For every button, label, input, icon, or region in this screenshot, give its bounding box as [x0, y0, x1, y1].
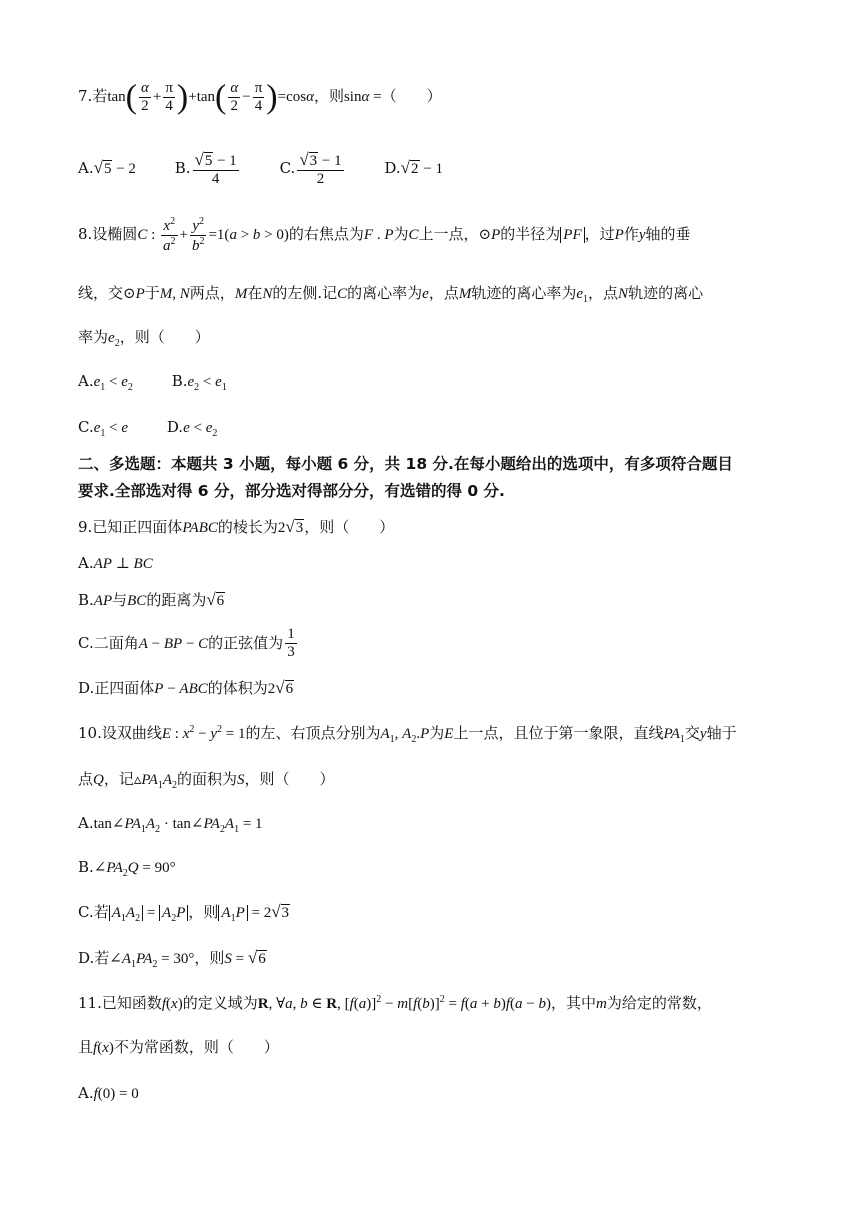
q9-option-d: D.正四面体P − ABC的体积为2√6 [78, 678, 294, 697]
q7-then: ，则 [313, 87, 344, 106]
q8-ellipse-equation: C : $\frac{x^2}{a^2}$ + $\frac{y^2}{b^2}$ =1(a > b > 0) [137, 216, 289, 255]
q9-option-b: B.AP与BC的距离为√6 [78, 590, 225, 609]
q8-option-b: $B.e_2 < e_1$ [171, 372, 227, 393]
q8-option-c: $C.e_1 < e$ [78, 418, 129, 439]
q7-blank: （ ） [381, 87, 442, 106]
q7-options [78, 150, 477, 189]
q7-stem: 7.若tan( $\frac{\alpha}{2}$ + $\frac{\pi}{4}$ )+tan( $\frac{\alpha}{2}$ − $\frac{\pi}{4}$ )=cosα，则sinα =（ ） [78, 78, 442, 116]
q8-option-a: $A.e_1 < e_2$ [78, 372, 133, 393]
q7-number: 7. [78, 87, 93, 106]
q11-option-a: A.f(0) = 0 [78, 1084, 139, 1102]
q7-option-b: B. $\frac{√5 - 1}{4}$ [174, 150, 237, 188]
q7-option-d: D.√2 − 1 [384, 158, 443, 178]
section-2-heading-line-1: 二、多选题：本题共 3 小题，每小题 6 分，共 18 分.在每小题给出的选项中，有多项符合题目 [78, 455, 733, 473]
section-2-heading-line-2: 要求.全部选对得 6 分，部分选对得部分分，有选错的得 0 分. [78, 482, 505, 500]
q11-line-2: 且f(x)不为常函数，则（ ） [78, 1038, 279, 1056]
q11-line-1: 11.已知函数f(x)的定义域为R, ∀a, b ∈ R, $[f(a)]^2 - m[f(b)]^2 = f(a + b)f(a - b)$，其中m为给定的常数， [78, 994, 712, 1012]
q7-if: 若 [92, 87, 108, 106]
q7-option-a: A.√5 − 2 [78, 158, 136, 178]
q7-option-c: C. $\frac{√3 - 1}{2}$ [279, 150, 342, 188]
q8-option-d: $D.e < e_2$ [166, 418, 218, 439]
q7-equation: tan( $\frac{\alpha}{2}$ + $\frac{\pi}{4}$ )+tan( $\frac{\alpha}{2}$ − $\frac{\pi}{4}$ )=cosα [107, 78, 314, 116]
q8-options-cd [78, 418, 217, 440]
q8-line-1: 8.设椭圆C : $\frac{x^2}{a^2}$ + $\frac{y^2}{b^2}$ =1(a > b > 0)的右焦点为F . P为C上一点，⊙P的半径为 PF ，过P作y轴的垂 [78, 216, 691, 255]
q9-option-c: C.二面角A − BP − C的正弦值为 $\frac{1}{3}$ [78, 626, 295, 661]
q10-option-c: C.若 $A_1A_2 = A_2P$ ，则 $A_1P = 2√3$ [78, 902, 290, 924]
q10-option-d: D.若$\angle A_1PA_2 = 30^\circ$，则S = √6 [78, 948, 266, 970]
q8-line-2: 线，交⊙P于M, N两点，M在N的左侧.记C的离心率为e，点M轨迹的离心率为$e_1$，点N轨迹的离心 [78, 284, 704, 305]
q8-options-ab [78, 372, 227, 394]
q9-stem: 9.已知正四面体PABC的棱长为2√3，则（ ） [78, 517, 395, 536]
q10-option-a: $A.\tan\angle PA_1A_2$ · $\tan\angle PA_2A_1 = 1$ [78, 814, 263, 835]
q10-line-2: 点Q，记$▵PA_1A_2$的面积为S，则（ ） [78, 770, 335, 791]
q10-option-b: $B.\angle PA_2Q = 90^\circ$ [78, 858, 176, 879]
q10-line-1: 10.设双曲线E : $x^2 - y^2 = 1$的左、右顶点分别为$A_1$, $A_2.P$为E上一点，且位于第一象限，直线$PA_1$交y轴于 [78, 724, 737, 745]
q8-line-3: 率为$e_2$，则（ ） [78, 328, 210, 349]
q9-option-a: A.AP ⊥ BC [78, 554, 153, 572]
